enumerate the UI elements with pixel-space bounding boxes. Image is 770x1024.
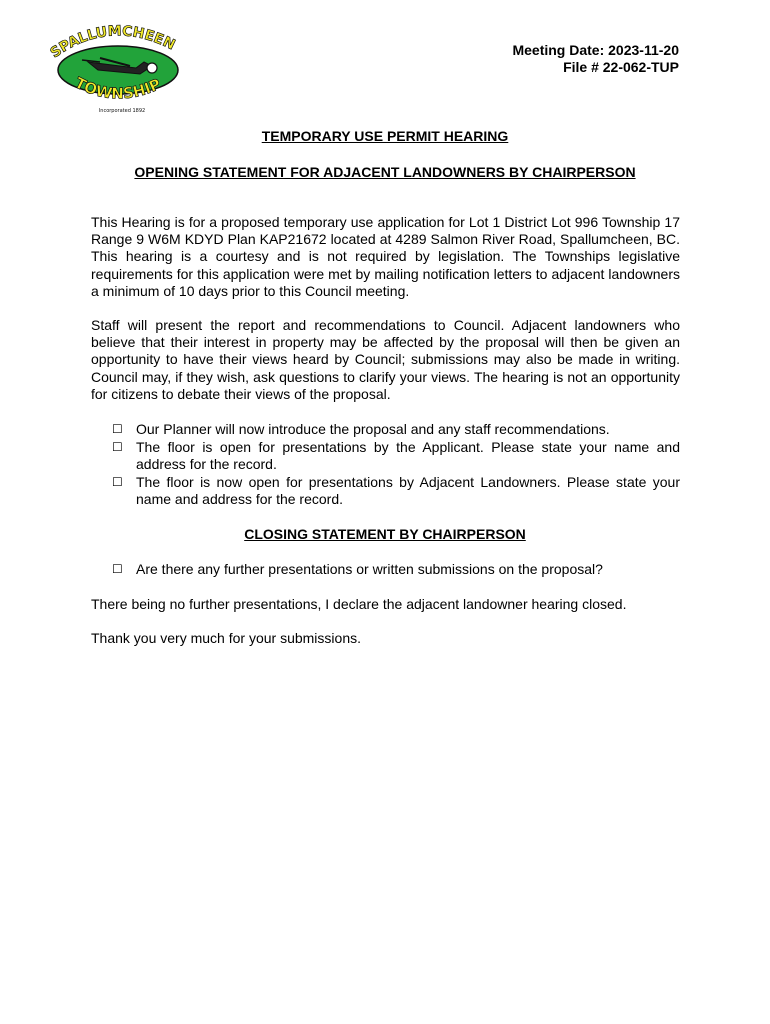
checklist-item-text: The floor is open for presentations by the Applicant. Please state your name and address for the record. xyxy=(136,439,680,473)
checklist-item xyxy=(112,474,680,508)
opening-statement-heading: OPENING STATEMENT FOR ADJACENT LANDOWNERS BY CHAIRPERSON xyxy=(134,164,636,180)
checkbox-icon: ☐ xyxy=(112,440,123,454)
township-logo xyxy=(40,22,190,114)
intro-paragraph: This Hearing is for a proposed temporary use application for Lot 1 District Lot 996 Township 17 Range 9 W6M KDYD Plan KAP21672 located at 4289 Salmon River Road, Spallumcheen, BC. This hearing is a courtesy and is not required by legislation. The Townships legislative requirements for this application were met by mailing notification letters to adjacent landowners a minimum of 10 days prior to this Council meeting. xyxy=(91,214,680,299)
checkbox-icon: ☐ xyxy=(112,475,123,489)
closing-statement-heading: CLOSING STATEMENT BY CHAIRPERSON xyxy=(244,526,526,542)
staff-paragraph: Staff will present the report and recommendations to Council. Adjacent landowners who believe that their interest in property may be affected by the proposal will then be given an opportunity to have their views heard by Council; submissions may also be made in writing. Council may, if they wish, ask questions to clarify your views. The hearing is not an opportunity for citizens to debate their views of the proposal. xyxy=(91,317,680,402)
closing-declaration: There being no further presentations, I declare the adjacent landowner hearing closed. xyxy=(91,596,627,612)
checkbox-icon: ☐ xyxy=(112,422,123,436)
checklist-item-text: Are there any further presentations or written submissions on the proposal? xyxy=(136,561,603,577)
file-number: File # 22-062-TUP xyxy=(563,59,679,75)
document-title: TEMPORARY USE PERMIT HEARING xyxy=(261,128,509,144)
checklist-item-text: The floor is now open for presentations by Adjacent Landowners. Please state your name and address for the record. xyxy=(136,474,680,508)
logo-arc-bottom-text: TOWNSHIP xyxy=(71,73,164,103)
meeting-date: Meeting Date: 2023-11-20 xyxy=(512,42,679,58)
checkbox-icon: ☐ xyxy=(112,562,123,576)
closing-checklist-item xyxy=(112,561,680,578)
checklist-item xyxy=(112,421,680,438)
checklist-item-text: Our Planner will now introduce the proposal and any staff recommendations. xyxy=(136,421,610,437)
closing-thanks: Thank you very much for your submissions. xyxy=(91,630,361,646)
meeting-meta xyxy=(512,42,679,76)
logo-arc-top-text: SPALLUMCHEEN xyxy=(47,23,178,62)
logo-incorporated-text: Incorporated 1892 xyxy=(98,108,146,114)
checklist-item xyxy=(112,439,680,473)
